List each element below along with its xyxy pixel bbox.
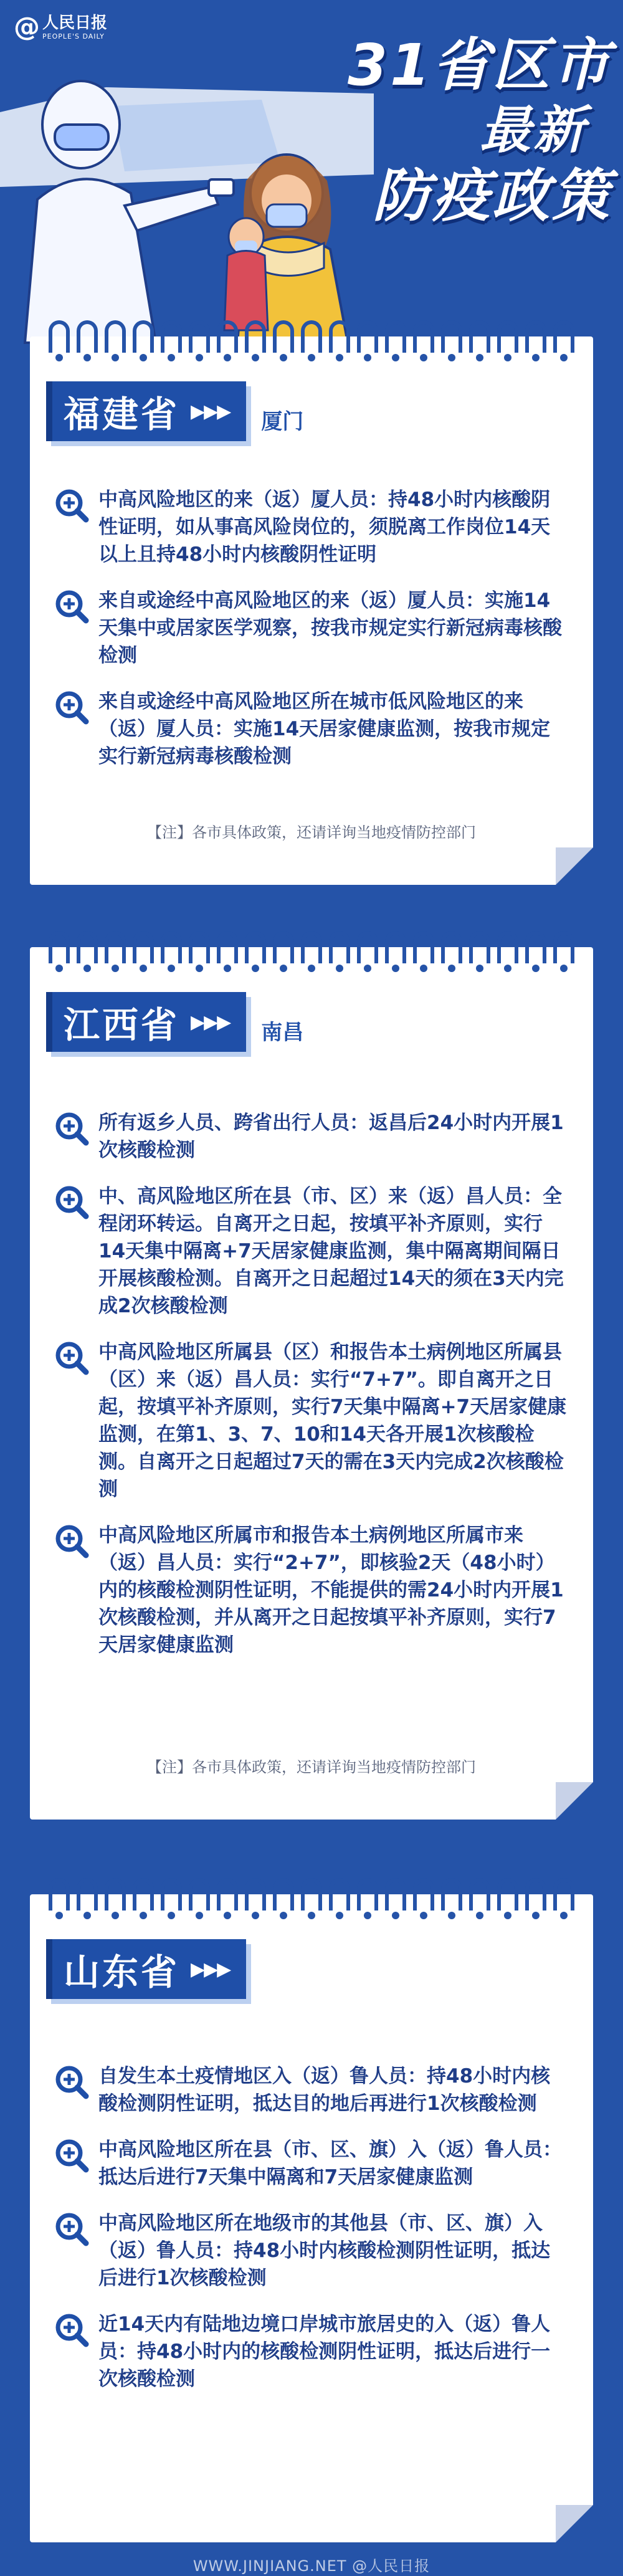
province-name: 江西省 (64, 1004, 180, 1046)
city-name: 南昌 (261, 1020, 304, 1045)
magnifier-plus-icon (54, 2137, 90, 2173)
policy-text: 中高风险地区所在县（市、区、旗）入（返）鲁人员：抵达后进行7天集中隔离和7天居家健康监测 (98, 2139, 562, 2188)
list-item (54, 1109, 568, 1164)
people-daily-logo (14, 11, 108, 42)
magnifier-plus-icon (54, 2211, 90, 2247)
policy-text: 近14天内有陆地边境口岸城市旅居史的入（返）鲁人员：持48小时内的核酸检测阴性证明，抵达后进行一次核酸检测 (98, 2313, 551, 2390)
province-label (46, 1939, 246, 1999)
province-card-shandong (30, 1894, 593, 2542)
city-name: 厦门 (261, 409, 304, 434)
policy-text: 所有返乡人员、跨省出行人员：返昌后24小时内开展1次核酸检测 (98, 1112, 564, 1162)
province-name: 福建省 (64, 393, 180, 436)
binder-rings (49, 320, 574, 358)
binder-rings (49, 1878, 574, 1915)
magnifier-plus-icon (54, 1340, 90, 1376)
list-item (54, 1183, 568, 1320)
list-item (54, 486, 568, 568)
list-item (54, 2063, 568, 2117)
policy-text: 中高风险地区所属县（区）和报告本土病例地区所属县（区）来（返）昌人员：实行“7+7”。即自离开之日起，按填平补齐原则，实行7天集中隔离+7天居家健康监测，在第1、3、7、10和14天各开展1次核酸检测。自离开之日起超过7天的需在3天内完成2次核酸检测 (98, 1341, 567, 1500)
triple-arrow-icon: ▶▶▶ (191, 1011, 231, 1033)
binder-rings (49, 931, 574, 968)
magnifier-plus-icon (54, 2064, 90, 2100)
page-title (300, 31, 612, 231)
header-banner (0, 0, 623, 349)
policy-text: 中高风险地区所在地级市的其他县（市、区、旗）入（返）鲁人员：持48小时内核酸检测阴性证明，抵达后进行1次核酸检测 (98, 2212, 551, 2289)
magnifier-plus-icon (54, 588, 90, 624)
at-icon: @ (14, 11, 40, 42)
section-note: 【注】各市具体政策，还请详询当地疫情防控部门 (147, 824, 476, 841)
triple-arrow-icon: ▶▶▶ (191, 400, 231, 422)
magnifier-plus-icon (54, 1184, 90, 1220)
policy-text: 来自或途经中高风险地区的来（返）厦人员：实施14天集中或居家医学观察，按我市规定实行新冠病毒核酸检测 (98, 589, 562, 667)
province-label (46, 992, 246, 1052)
section-note: 【注】各市具体政策，还请详询当地疫情防控部门 (147, 1758, 476, 1776)
magnifier-plus-icon (54, 487, 90, 523)
list-item (54, 1522, 568, 1659)
list-item (54, 688, 568, 770)
policy-text: 自发生本土疫情地区入（返）鲁人员：持48小时内核酸检测阴性证明，抵达目的地后再进行1次核酸检测 (98, 2065, 551, 2115)
policy-text: 中高风险地区所属市和报告本土病例地区所属市来（返）昌人员：实行“2+7”，即核验2天（48小时）内的核酸检测阴性证明，不能提供的需24小时内开展1次核酸检测，并从离开之日起按填平补齐原则，实行7天居家健康监测 (98, 1524, 564, 1656)
title-line-2: 最新 (480, 101, 587, 160)
logo-english: PEOPLE'S DAILY (42, 32, 105, 41)
province-name: 山东省 (64, 1951, 180, 1993)
magnifier-plus-icon (54, 1110, 90, 1147)
magnifier-plus-icon (54, 1523, 90, 1559)
policy-text: 中、高风险地区所在县（市、区）来（返）昌人员：全程闭环转运。自离开之日起，按填平补齐原则，实行14天集中隔离+7天居家健康监测，集中隔离期间隔日开展核酸检测。自离开之日起超过14天的须在3天内完成2次核酸检测 (98, 1185, 564, 1317)
magnifier-plus-icon (54, 689, 90, 725)
list-item (54, 1338, 568, 1503)
triple-arrow-icon: ▶▶▶ (191, 1958, 231, 1980)
title-line-3: 防疫政策 (372, 163, 612, 229)
province-card-fujian (30, 336, 593, 885)
list-item (54, 2136, 568, 2191)
title-line-1: 31省区市 (347, 32, 612, 98)
list-item (54, 2311, 568, 2393)
magnifier-plus-icon (54, 2312, 90, 2348)
logo-text: 人民日报 (42, 14, 108, 32)
list-item (54, 2210, 568, 2292)
list-item (54, 587, 568, 669)
province-label (46, 381, 246, 441)
province-card-jiangxi (30, 947, 593, 1820)
policy-text: 来自或途经中高风险地区所在城市低风险地区的来（返）厦人员：实施14天居家健康监测，按我市规定实行新冠病毒核酸检测 (98, 690, 551, 768)
watermark: WWW.JINJIANG.NET @人民日报 (193, 2557, 430, 2575)
policy-text: 中高风险地区的来（返）厦人员：持48小时内核酸阴性证明，如从事高风险岗位的，须脱离工作岗位14天以上且持48小时内核酸阴性证明 (98, 489, 551, 566)
